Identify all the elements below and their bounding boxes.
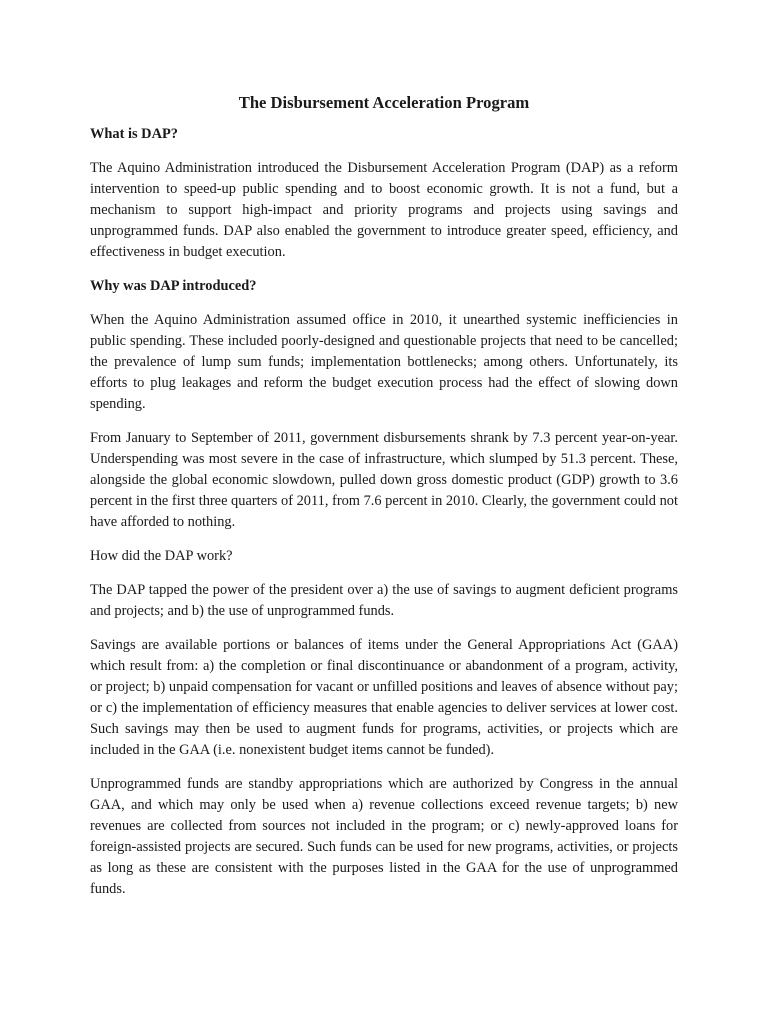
paragraph-what: The Aquino Administration introduced the Disbursement Acceleration Program (DAP) as a reform intervention to speed-up public spending and to boost economic growth. It is not a fund, but a mechanism to support high-impact and priority programs and projects using savings and unprogrammed funds. DAP also enabled the government to introduce greater speed, efficiency, and effectiveness in budget execution.: [90, 160, 678, 260]
paragraph-why-2: From January to September of 2011, government disbursements shrank by 7.3 percent year-on-year. Underspending was most severe in the case of infrastructure, which slumped by 51.3 percent. These, alongside the global economic slowdown, pulled down gross domestic product (GDP) growth to 3.6 percent in the first three quarters of 2011, from 7.6 percent in 2010. Clearly, the government could not have afforded to nothing.: [90, 430, 678, 530]
paragraph-how-3: Unprogrammed funds are standby appropriations which are authorized by Congress in the annual GAA, and which may only be used when a) revenue collections exceed revenue targets; b) new revenues are collected from sources not included in the program; or c) newly-approved loans for foreign-assisted projects are secured. Such funds can be used for new programs, activities, or projects as long as these are consistent with the purposes listed in the GAA for the use of unprogrammed funds.: [90, 776, 678, 897]
paragraph-why-1: When the Aquino Administration assumed office in 2010, it unearthed systemic inefficiencies in public spending. These included poorly-designed and questionable projects that need to be cancelled; the prevalence of lump sum funds; implementation bottlenecks; among others. Unfortunately, its efforts to plug leakages and reform the budget execution process had the effect of slowing down spending.: [90, 312, 678, 412]
section-heading-why: Why was DAP introduced?: [90, 278, 257, 294]
section-heading-what: What is DAP?: [90, 126, 178, 142]
section-heading-how: How did the DAP work?: [90, 548, 233, 564]
paragraph-how-2: Savings are available portions or balances of items under the General Appropriations Act (GAA) which result from: a) the completion or final discontinuance or abandonment of a program, activity, or project; b) unpaid compensation for vacant or unfilled positions and leaves of absence without pay; or c) the implementation of efficiency measures that enable agencies to deliver services at lower cost. Such savings may then be used to augment funds for programs, activities, or projects which are included in the GAA (i.e. nonexistent budget items cannot be funded).: [90, 637, 678, 758]
document-title: The Disbursement Acceleration Program: [238, 93, 530, 112]
document-page: [90, 92, 678, 913]
paragraph-how-1: The DAP tapped the power of the president over a) the use of savings to augment deficient programs and projects; and b) the use of unprogrammed funds.: [90, 582, 678, 619]
